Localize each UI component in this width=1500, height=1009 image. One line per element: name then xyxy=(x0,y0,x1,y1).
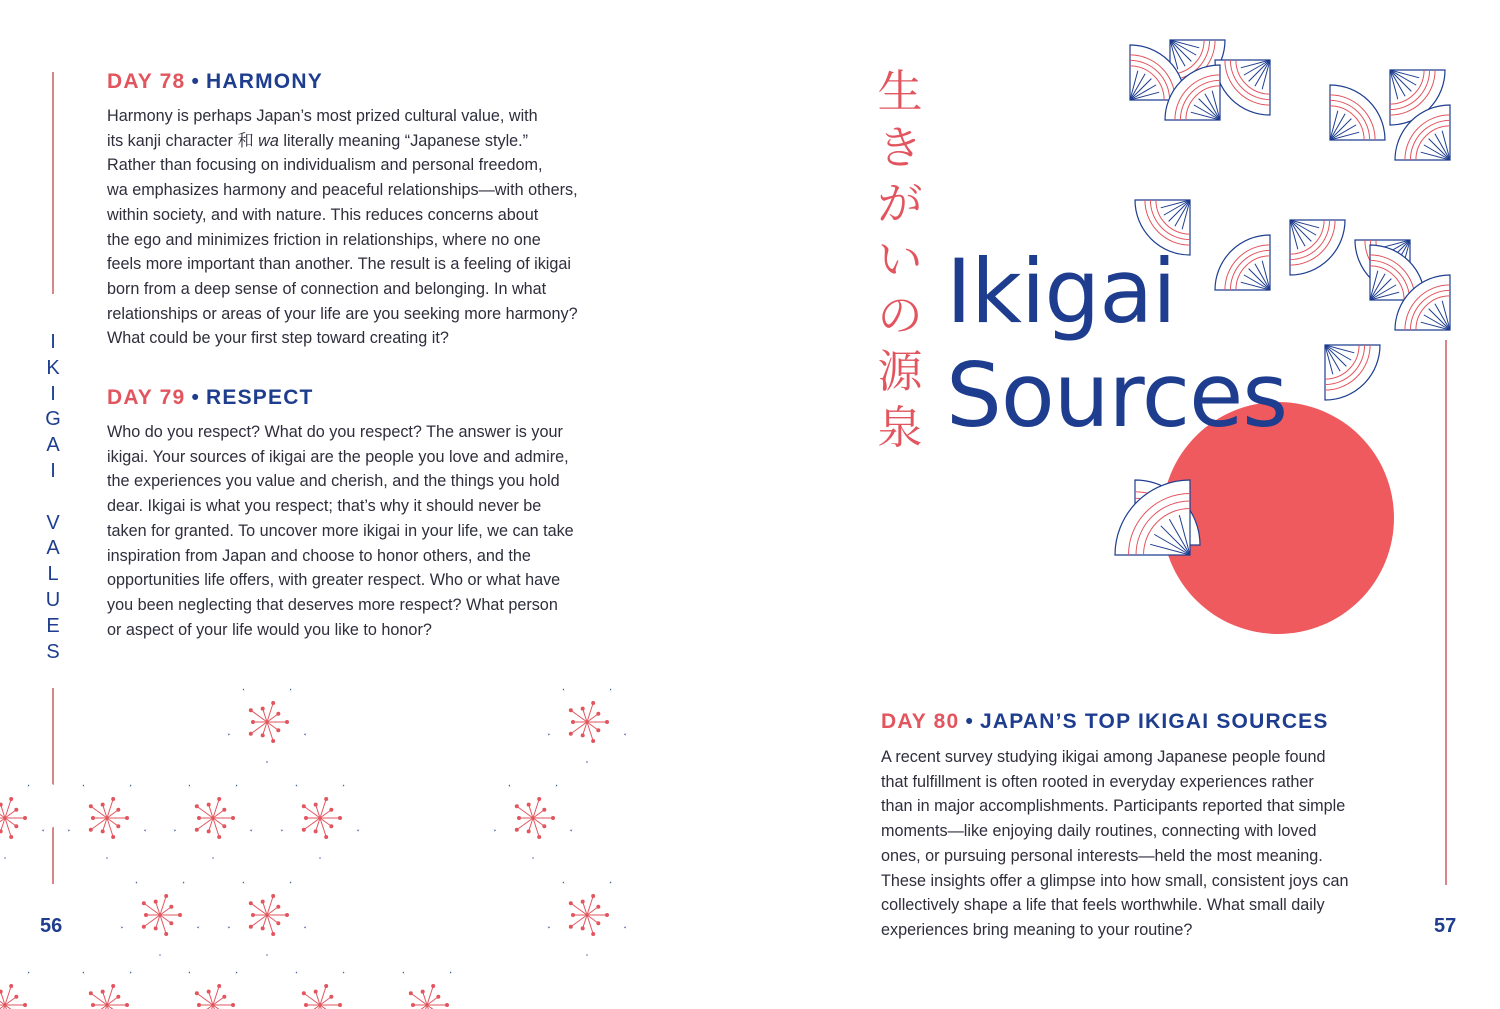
text-line: Harmony is perhaps Japan’s most prized cultural value, with xyxy=(107,107,538,125)
text-line: born from a deep sense of connection and belonging. In what xyxy=(107,279,547,298)
text-line: feels more important than another. The result is a feeling of ikigai xyxy=(107,255,571,274)
text-line: opportunities life offers, with greater respect. Who or what have xyxy=(107,571,561,590)
text-line-kanji: its kanji character 和 wa literally meaning “Japanese style.” xyxy=(107,131,529,150)
text-line: collectively shape a life that feels worthwhile. What small daily xyxy=(881,896,1325,915)
text-line: within society, and with nature. This reduces concerns about xyxy=(107,205,539,224)
text-line: ikigai. Your sources of ikigai are the people you love and admire, xyxy=(107,447,569,466)
text-line: that fulfillment is often rooted in everyday experiences rather xyxy=(881,772,1314,791)
title-ikigai: Ikigai xyxy=(946,240,1176,343)
side-letter: I xyxy=(50,331,56,353)
side-letter: L xyxy=(47,563,59,586)
text-line: the experiences you value and cherish, and the things you hold xyxy=(107,472,560,491)
side-letter: S xyxy=(46,640,60,663)
text-line: A recent survey studying ikigai among Japanese people found xyxy=(881,748,1326,766)
text-line: inspiration from Japan and choose to honor others, and the xyxy=(107,546,531,565)
kana-char: い xyxy=(877,233,923,286)
day-topic: HARMONY xyxy=(206,70,323,93)
side-letter: A xyxy=(46,434,60,457)
text-line: you been neglecting that deserves more respect? What person xyxy=(107,595,558,614)
kana-char: 生 xyxy=(877,65,923,118)
folding-fan-icon xyxy=(1115,480,1190,555)
heading-separator: • xyxy=(965,710,974,733)
folding-fan-icon xyxy=(750,0,1500,1009)
text-line: What could be your first step toward creating it? xyxy=(107,329,449,348)
heading-separator: • xyxy=(191,386,200,409)
text-line: Rather than focusing on individualism and personal freedom, xyxy=(107,156,543,175)
text-line: taken for granted. To uncover more ikigai in your life, we can take xyxy=(107,521,574,540)
side-letter: A xyxy=(46,537,60,560)
page-number-right: 57 xyxy=(1434,915,1457,937)
side-letter: I xyxy=(50,459,56,482)
side-letter: K xyxy=(46,356,60,379)
kana-char: き xyxy=(877,121,923,174)
side-letter: G xyxy=(45,408,61,431)
text-line: the ego and minimizes friction in relationships, where no one xyxy=(107,230,541,249)
page-number-left: 56 xyxy=(40,915,63,937)
kana-char: 源 xyxy=(877,345,923,398)
plum-blossom-icon xyxy=(0,942,66,1009)
day-number: DAY 80 xyxy=(881,710,960,733)
day-topic: RESPECT xyxy=(206,386,314,409)
text-line: experiences bring meaning to your routine? xyxy=(881,920,1193,939)
side-letter: U xyxy=(45,588,61,611)
side-letter: E xyxy=(46,614,60,637)
text-line: moments—like enjoying daily routines, connecting with loved xyxy=(881,822,1317,841)
side-letter: V xyxy=(46,511,60,534)
text-line: wa emphasizes harmony and peaceful relationships—with others, xyxy=(107,181,578,200)
text-line: dear. Ikigai is what you respect; that’s why it should never be xyxy=(107,497,542,516)
text-line: than in major accomplishments. Participants reported that simple xyxy=(881,797,1346,816)
title-sources: Sources xyxy=(946,344,1288,447)
plum-blossom-icon xyxy=(366,942,488,1009)
day-number: DAY 79 xyxy=(107,386,186,409)
day-topic: JAPAN’S TOP IKIGAI SOURCES xyxy=(980,710,1329,733)
text-line: Who do you respect? What do you respect? The answer is your xyxy=(107,423,563,441)
side-letter: I xyxy=(50,382,56,405)
kana-char: 泉 xyxy=(877,401,923,454)
text-line: relationships or areas of your life are you seeking more harmony? xyxy=(107,304,578,323)
kana-char: が xyxy=(877,177,923,230)
heading-separator: • xyxy=(191,70,200,93)
text-line: These insights offer a glimpse into how small, consistent joys can xyxy=(881,871,1349,890)
text-line: or aspect of your life would you like to honor? xyxy=(107,620,432,639)
day-number: DAY 78 xyxy=(107,70,186,93)
right-page xyxy=(750,0,1500,1009)
kana-char: の xyxy=(877,289,923,342)
text-line: ones, or pursuing personal interests—held the most meaning. xyxy=(881,846,1323,865)
